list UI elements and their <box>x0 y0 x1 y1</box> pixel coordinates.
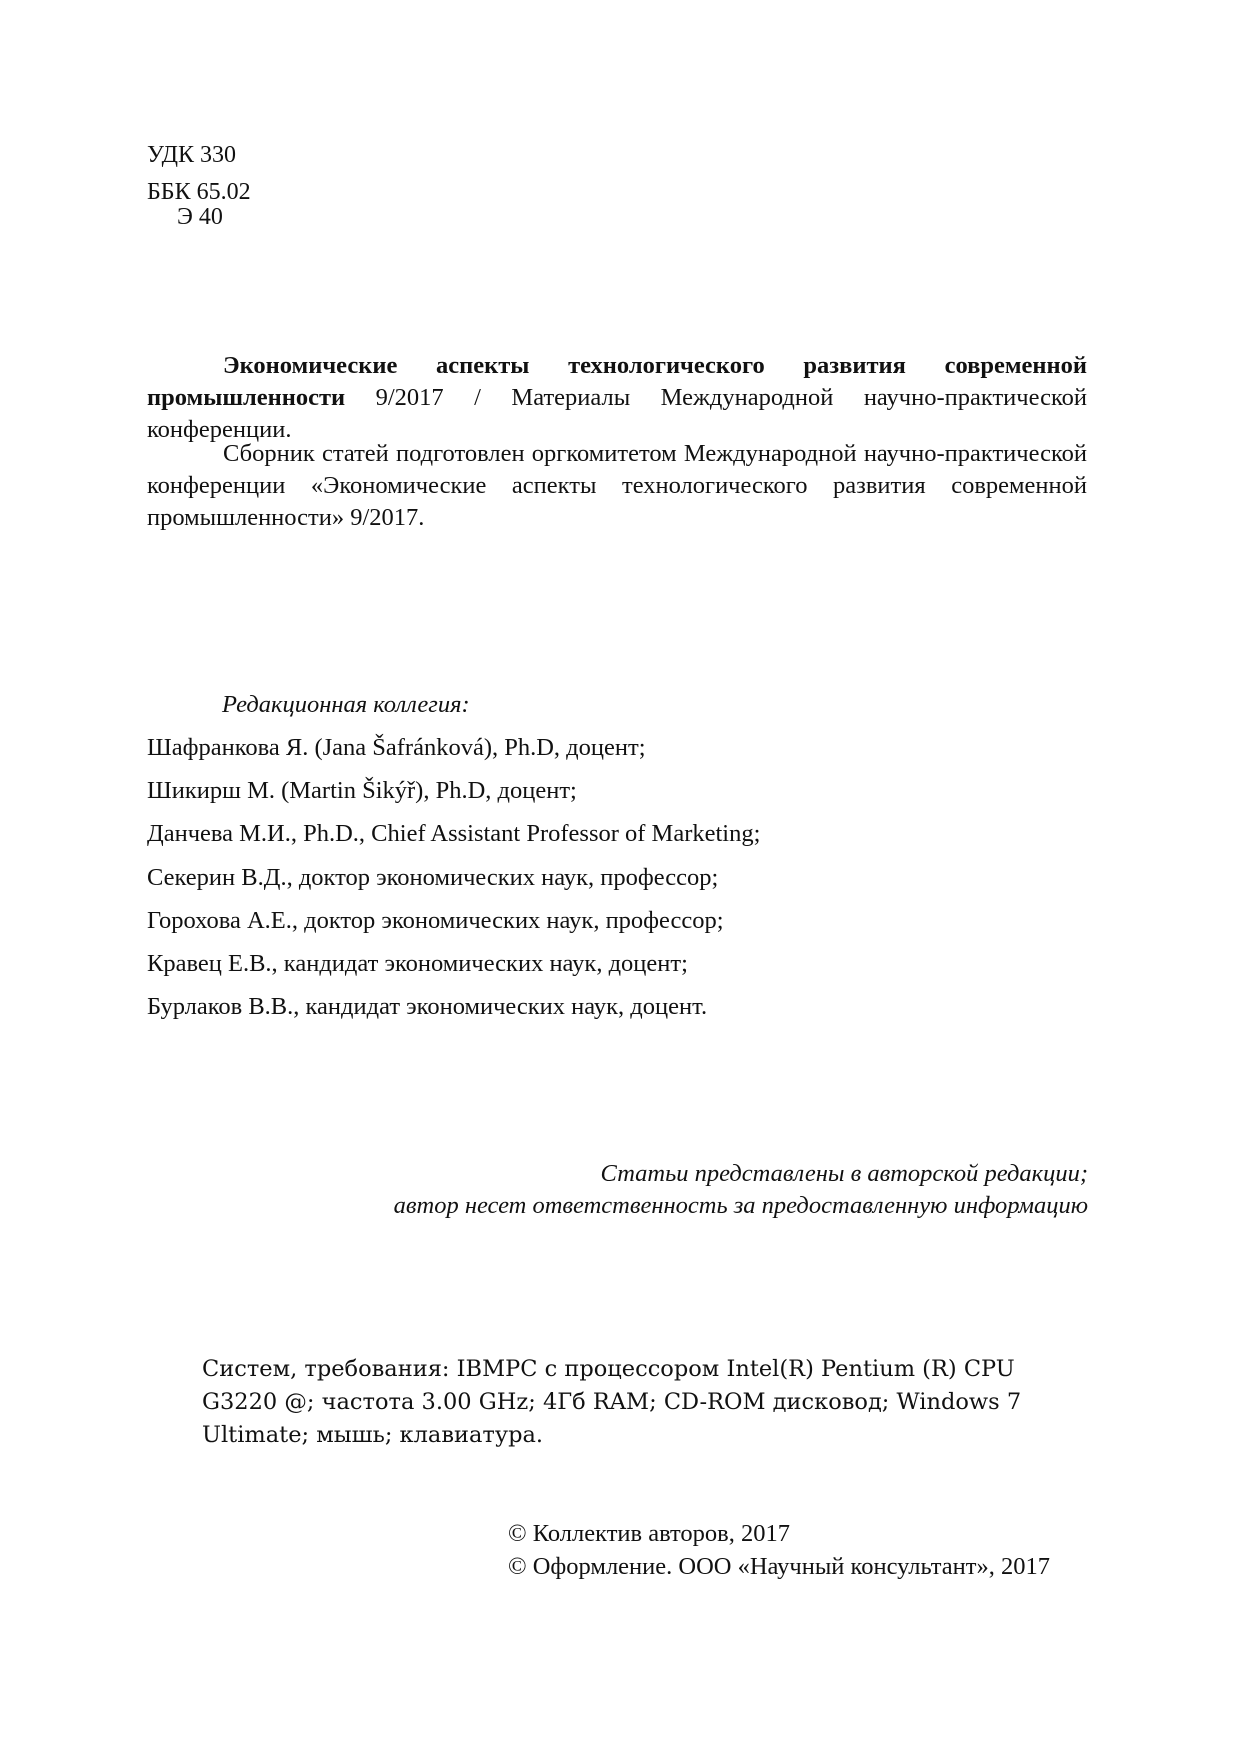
author-sign: Э 40 <box>177 204 223 230</box>
editorial-member: Данчева М.И., Ph.D., Chief Assistant Professor of Marketing; <box>147 820 761 847</box>
collection-title: Экономические аспекты технологического развития современной промышленности <box>147 352 1087 411</box>
collection-description: Сборник статей подготовлен оргкомитетом Международной научно-практической конференции «Экономические аспекты технологического развития современной промышленности» 9/2017. <box>147 440 1087 531</box>
copyright-authors: © Коллектив авторов, 2017 <box>508 1520 790 1547</box>
editorial-member: Шафранкова Я. (Jana Šafránková), Ph.D, доцент; <box>147 734 646 761</box>
editorial-member: Кравец Е.В., кандидат экономических наук, доцент; <box>147 950 688 977</box>
copyright-design: © Оформление. ООО «Научный консультант», 2017 <box>508 1553 1050 1580</box>
editorial-member: Секерин В.Д., доктор экономических наук, профессор; <box>147 864 719 891</box>
editorial-notice-line2: автор несет ответственность за предоставленную информацию <box>393 1192 1088 1219</box>
collection-subtitle: 9/2017 / Материалы Международной научно-практической конференции. <box>147 384 1087 443</box>
editorial-member: Бурлаков В.В., кандидат экономических наук, доцент. <box>147 993 708 1020</box>
editorial-board-heading: Редакционная коллегия: <box>222 691 470 718</box>
editorial-notice-line1: Статьи представлены в авторской редакции; <box>600 1160 1088 1187</box>
editorial-member: Горохова А.Е., доктор экономических наук, профессор; <box>147 907 724 934</box>
bibliographic-entry <box>147 350 1087 446</box>
udk-code: УДК 330 <box>147 142 236 168</box>
system-requirements: Систем, требования: IBMPC с процессором Intel(R) Pentium (R) CPU G3220 @; частота 3.00 GHz; 4Гб RAM; CD-ROM дисковод; Windows 7 Ultimate; мышь; клавиатура. <box>202 1356 1022 1448</box>
bbk-code: ББК 65.02 <box>147 179 251 205</box>
editorial-member: Шикирш М. (Martin Šikýř), Ph.D, доцент; <box>147 777 577 804</box>
